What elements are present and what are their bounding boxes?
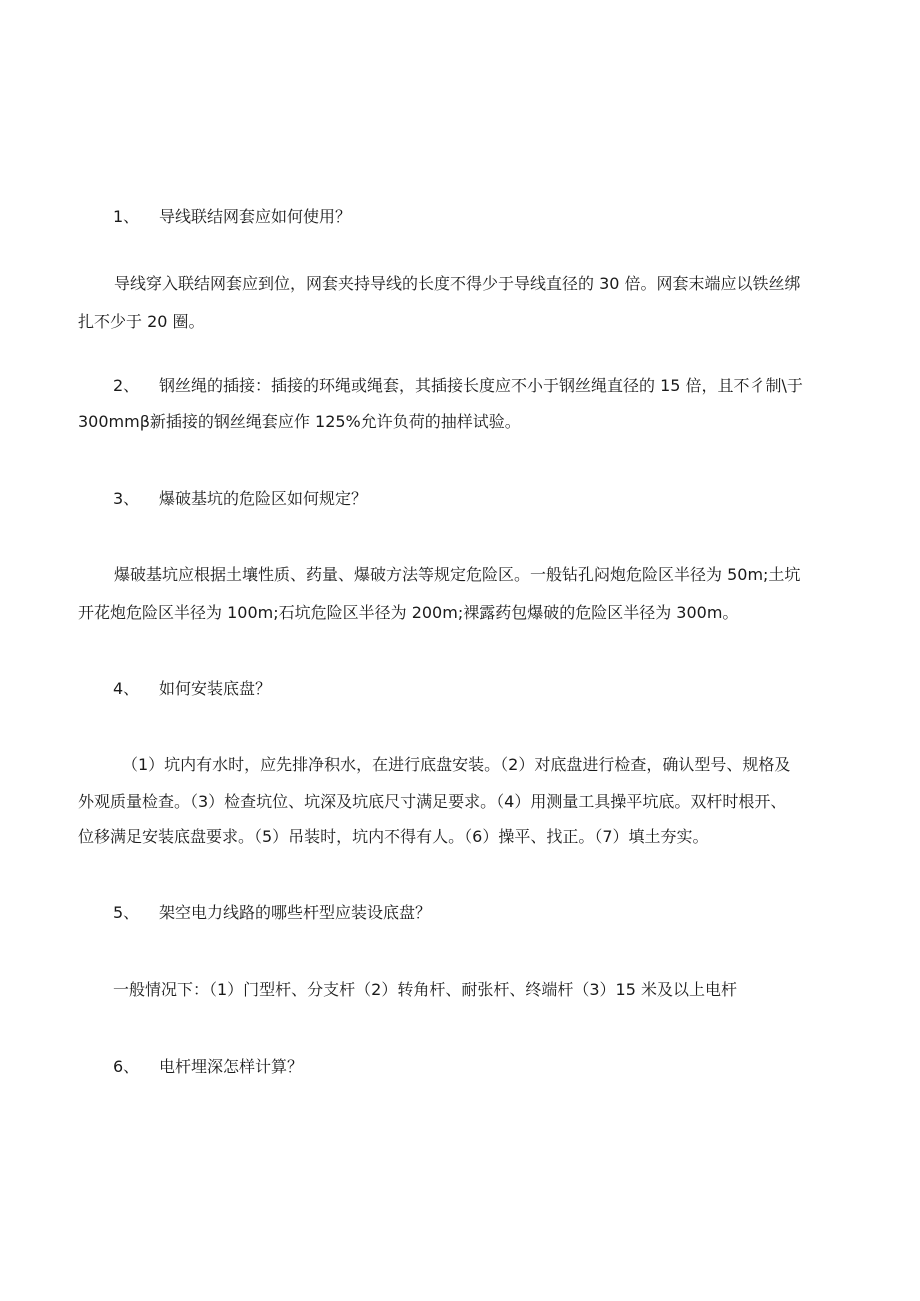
q4-number: 4、 <box>113 679 140 698</box>
q5-question: 架空电力线路的哪些杆型应装设底盘？ <box>159 903 432 922</box>
q4-answer-line-1: （1）坑内有水时，应先排净积水，在进行底盘安装。（2）对底盘进行检查，确认型号、规格及 <box>122 755 791 774</box>
q3-question: 爆破基坑的危险区如何规定？ <box>159 489 368 508</box>
q1-question: 导线联结网套应如何使用？ <box>159 207 352 226</box>
q1-answer-line-1: 导线穿入联结网套应到位，网套夹持导线的长度不得少于导线直径的 30 倍。网套末端应以铁丝绑 <box>114 274 801 293</box>
q4-answer-line-2: 外观质量检查。（3）检查坑位、坑深及坑底尺寸满足要求。（4）用测量工具操平坑底。双杆时根开、 <box>78 792 787 811</box>
q1-answer-line-2: 扎不少于 20 圈。 <box>78 312 205 331</box>
q5-number: 5、 <box>113 903 140 922</box>
q4-answer-line-3: 位移满足安装底盘要求。（5）吊装时，坑内不得有人。（6）操平、找正。（7）填土夯实。 <box>78 827 709 846</box>
q1-number: 1、 <box>113 207 140 226</box>
q3-answer-line-2: 开花炮危险区半径为 100m;石坑危险区半径为 200m;裸露药包爆破的危险区半径为 300m。 <box>78 603 739 622</box>
q2-text-line-2: 300mmβ新插接的钢丝绳套应作 125%允许负荷的抽样试验。 <box>78 412 521 431</box>
q2-number: 2、 <box>113 376 140 395</box>
q4-question: 如何安装底盘？ <box>159 679 272 698</box>
q6-number: 6、 <box>113 1057 140 1076</box>
q3-number: 3、 <box>113 489 140 508</box>
q2-text-line-1: 钢丝绳的插接：插接的环绳或绳套，其插接长度应不小于钢丝绳直径的 15 倍，且不彳制\于 <box>159 376 803 395</box>
q6-question: 电杆埋深怎样计算？ <box>159 1057 304 1076</box>
q3-answer-line-1: 爆破基坑应根据土壤性质、药量、爆破方法等规定危险区。一般钻孔闷炮危险区半径为 50m;土坑 <box>114 565 801 584</box>
q5-answer-line-1: 一般情况下：（1）门型杆、分支杆（2）转角杆、耐张杆、终端杆（3）15 米及以上电杆 <box>113 980 737 999</box>
